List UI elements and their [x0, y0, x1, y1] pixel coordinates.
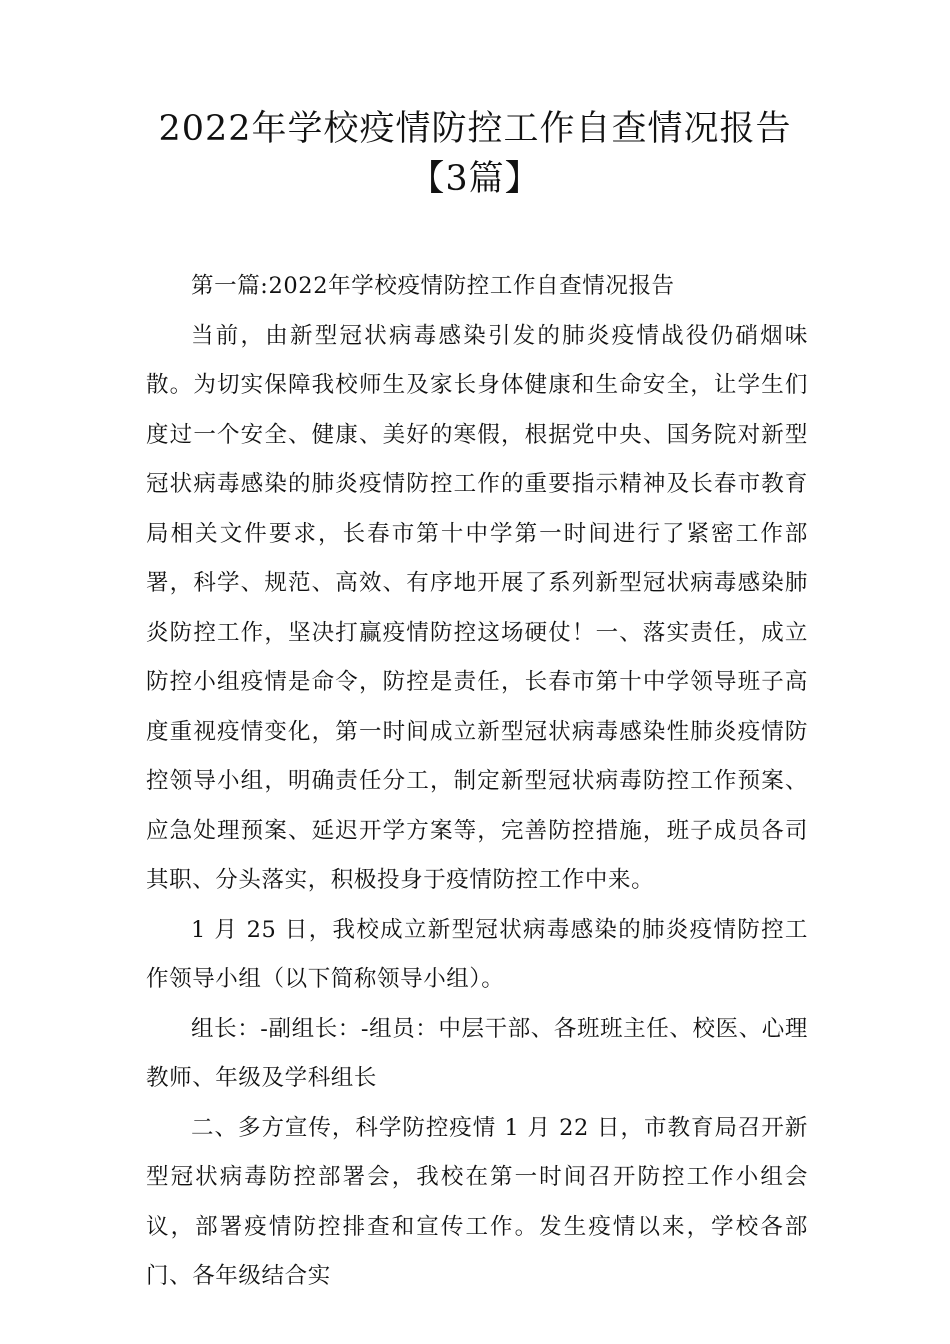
- document-title: 2022年学校疫情防控工作自查情况报告【3篇】: [158, 109, 792, 199]
- body-paragraph: 组长：-副组长：-组员：中层干部、各班班主任、校医、心理教师、年级及学科组长: [146, 1015, 809, 1091]
- body-paragraph: 当前，由新型冠状病毒感染引发的肺炎疫情战役仍硝烟味散。为切实保障我校师生及家长身体健康和生命安全，让学生们度过一个安全、健康、美好的寒假，根据党中央、国务院对新型冠状病毒感染的肺炎疫情防控工作的重要指示精神及长春市教育局相关文件要求，长春市第十中学第一时间进行了紧密工作部署，科学、规范、高效、有序地开展了系列新型冠状病毒感染肺炎防控工作，坚决打赢疫情防控这场硬仗！一、落实责任，成立防控小组疫情是命令，防控是责任，长春市第十中学领导班子高度重视疫情变化，第一时间成立新型冠状病毒感染性肺炎疫情防控领导小组，明确责任分工，制定新型冠状病毒防控工作预案、应急处理预案、延迟开学方案等，完善防控措施，班子成员各司其职、分头落实，积极投身于疫情防控工作中来。: [146, 322, 808, 893]
- document-body: [146, 262, 808, 1302]
- body-paragraph: 二、多方宣传，科学防控疫情 1 月 22 日，市教育局召开新型冠状病毒防控部署会，我校在第一时间召开防控工作小组会议，部署疫情防控排查和宣传工作。发生疫情以来，学校各部门、各年级结合实: [146, 1114, 808, 1289]
- body-paragraph: 1 月 25 日，我校成立新型冠状病毒感染的肺炎疫情防控工作领导小组（以下简称领导小组）。: [146, 916, 808, 992]
- section-heading: 第一篇:2022年学校疫情防控工作自查情况报告: [191, 273, 675, 299]
